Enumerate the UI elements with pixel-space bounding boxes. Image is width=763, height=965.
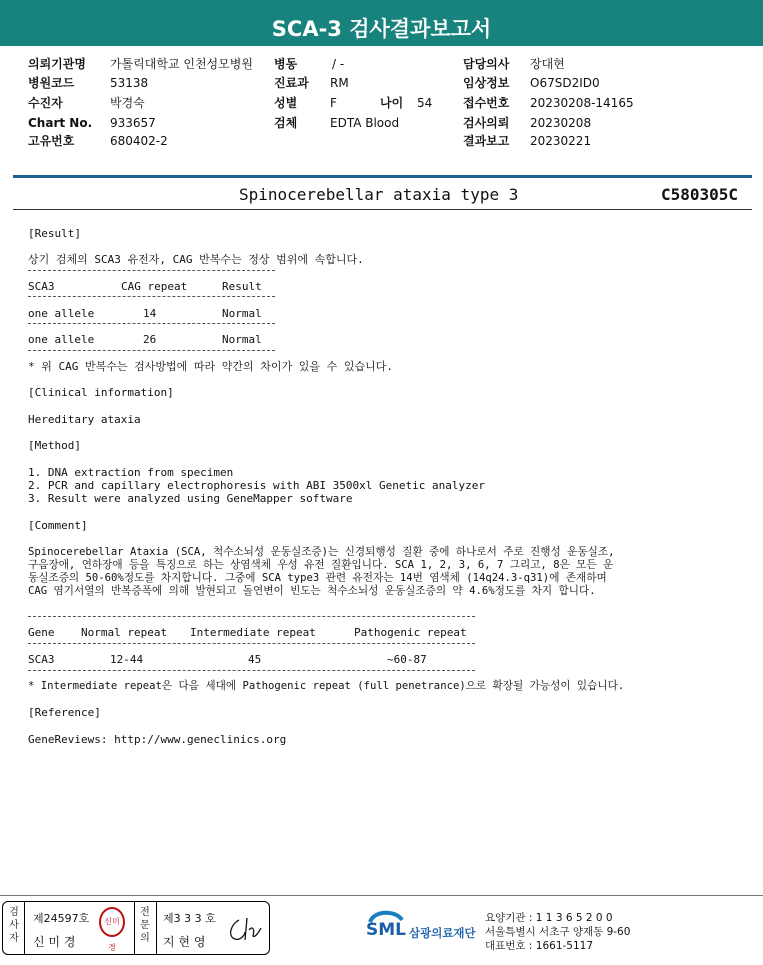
method-step-3: 3. Result were analyzed using GeneMapper software bbox=[28, 492, 353, 505]
label-department: 진료과 bbox=[274, 76, 309, 90]
value-specimen: EDTA Blood bbox=[330, 116, 400, 130]
section-divider bbox=[13, 175, 752, 178]
seal-text: 신미경 bbox=[104, 917, 120, 952]
comment-note: * Intermediate repeat은 다음 세대에 Pathogenic repeat (full penetrance)으로 확장될 가능성이 있습니다. bbox=[28, 680, 625, 692]
result-row-1-result: Normal bbox=[222, 307, 262, 320]
test-name: Spinocerebellar ataxia type 3 bbox=[239, 185, 519, 204]
repeat-col-pathogenic: Pathogenic repeat bbox=[354, 626, 467, 639]
value-test-request-date: 20230208 bbox=[530, 116, 592, 130]
label-hospital-code: 병원코드 bbox=[28, 76, 75, 90]
value-ward: / - bbox=[332, 57, 345, 71]
comment-line-1: Spinocerebellar Ataxia (SCA, 척수소뇌성 운동실조증)는 신경퇴행성 질환 중에 하나로서 주로 진행성 운동실조, bbox=[28, 546, 615, 558]
label-result-report-date: 결과보고 bbox=[463, 134, 510, 148]
result-note: * 위 CAG 반복수는 검사방법에 따라 약간의 차이가 있을 수 있습니다. bbox=[28, 360, 393, 373]
result-summary: 상기 검체의 SCA3 유전자, CAG 반복수는 정상 범위에 속합니다. bbox=[28, 253, 364, 266]
value-department: RM bbox=[330, 76, 349, 90]
reference-heading: [Reference] bbox=[28, 706, 101, 719]
table-rule bbox=[28, 643, 475, 644]
value-sex: F bbox=[330, 96, 337, 110]
table-rule bbox=[28, 350, 275, 351]
clinical-heading: [Clinical information] bbox=[28, 386, 174, 399]
value-age: 54 bbox=[417, 96, 433, 110]
value-clinical-info: O67SD2ID0 bbox=[530, 76, 600, 90]
table-rule bbox=[28, 270, 275, 271]
result-row-2-repeat: 26 bbox=[143, 333, 157, 346]
value-hospital-code: 53138 bbox=[110, 76, 149, 90]
address: 서울특별시 서초구 양재동 9-60 bbox=[485, 926, 631, 938]
label-chart-no: Chart No. bbox=[28, 116, 93, 130]
value-physician: 장대현 bbox=[530, 57, 565, 71]
value-result-report-date: 20230221 bbox=[530, 134, 592, 148]
repeat-row-pathogenic: ~60-87 bbox=[387, 653, 427, 666]
signer2-license: 제3 3 3 호 bbox=[163, 912, 216, 925]
label-requesting-institution: 의뢰기관명 bbox=[28, 57, 86, 71]
signer2-role: 전문의 bbox=[140, 907, 150, 944]
result-col-result: Result bbox=[222, 280, 262, 293]
footer-divider bbox=[0, 895, 763, 896]
repeat-row-gene: SCA3 bbox=[28, 653, 55, 666]
foundation-name: 삼광의료재단 bbox=[409, 926, 476, 940]
value-patient: 박경숙 bbox=[110, 96, 145, 110]
phone-number: 대표번호 : 1661-5117 bbox=[485, 940, 594, 952]
care-institution-number: 요양기관 : 1 1 3 6 5 2 0 0 bbox=[485, 912, 613, 924]
value-requesting-institution: 가톨릭대학교 인천성모병원 bbox=[110, 57, 253, 71]
method-step-1: 1. DNA extraction from specimen bbox=[28, 466, 234, 479]
signer1-license: 제24597호 bbox=[33, 912, 90, 925]
signature-box bbox=[2, 901, 270, 955]
title-underline bbox=[13, 209, 752, 210]
official-seal bbox=[99, 907, 125, 952]
repeat-col-intermediate: Intermediate repeat bbox=[190, 626, 316, 639]
table-rule bbox=[28, 670, 475, 671]
result-col-gene: SCA3 bbox=[28, 280, 55, 293]
method-heading: [Method] bbox=[28, 439, 81, 452]
label-ward: 병동 bbox=[274, 57, 298, 71]
signer2-name: 지 현 영 bbox=[163, 935, 206, 949]
label-unique-number: 고유번호 bbox=[28, 134, 75, 148]
value-chart-no: 933657 bbox=[110, 116, 156, 130]
repeat-row-intermediate: 45 bbox=[248, 653, 262, 666]
result-row-1-repeat: 14 bbox=[143, 307, 157, 320]
cell-divider bbox=[156, 902, 157, 954]
result-row-2-result: Normal bbox=[222, 333, 262, 346]
repeat-row-normal: 12-44 bbox=[110, 653, 144, 666]
cell-divider bbox=[24, 902, 25, 954]
report-title: SCA-3 검사결과보고서 bbox=[0, 0, 763, 46]
label-test-request-date: 검사의뢰 bbox=[463, 116, 510, 130]
value-unique-number: 680402-2 bbox=[110, 134, 168, 148]
label-sex: 성별 bbox=[274, 96, 298, 110]
clinical-text: Hereditary ataxia bbox=[28, 413, 141, 426]
table-rule bbox=[28, 616, 475, 617]
comment-line-3: 동실조증의 50-60%정도를 차지합니다. 그중에 SCA type3 관련 유전자는 14번 염색체 (14q24.3-q31)에 존재하며 bbox=[28, 572, 607, 584]
sml-logo-text: SML bbox=[366, 920, 406, 940]
result-row-1-allele: one allele bbox=[28, 307, 95, 320]
comment-heading: [Comment] bbox=[28, 519, 88, 532]
label-specimen: 검체 bbox=[274, 116, 298, 130]
label-receipt-number: 접수번호 bbox=[463, 96, 510, 110]
label-patient: 수진자 bbox=[28, 96, 63, 110]
repeat-col-normal: Normal repeat bbox=[81, 626, 168, 639]
comment-line-4: CAG 염기서열의 반복증폭에 의해 발현되고 돌연변이 빈도는 척수소뇌성 운동실조증의 약 4.6%정도를 차지 합니다. bbox=[28, 585, 596, 597]
value-receipt-number: 20230208-14165 bbox=[530, 96, 634, 110]
reference-text: GeneReviews: http://www.geneclinics.org bbox=[28, 733, 287, 746]
label-physician: 담당의사 bbox=[463, 57, 510, 71]
comment-line-2: 구음장애, 연하장애 등을 특징으로 하는 상염색체 우성 유전 질환입니다. SCA 1, 2, 3, 6, 7 그리고, 8은 모든 운 bbox=[28, 559, 614, 571]
method-step-2: 2. PCR and capillary electrophoresis with ABI 3500xl Genetic analyzer bbox=[28, 479, 485, 492]
test-code: C580305C bbox=[661, 185, 739, 204]
repeat-col-gene: Gene bbox=[28, 626, 55, 639]
table-rule bbox=[28, 323, 275, 324]
signer1-role: 검사자 bbox=[9, 907, 19, 944]
result-row-2-allele: one allele bbox=[28, 333, 95, 346]
label-age: 나이 bbox=[380, 96, 404, 110]
signature-mark bbox=[225, 912, 265, 946]
result-heading: [Result] bbox=[28, 227, 81, 240]
label-clinical-info: 임상정보 bbox=[463, 76, 510, 90]
table-rule bbox=[28, 296, 275, 297]
result-col-cag-repeat: CAG repeat bbox=[121, 280, 188, 293]
signer1-name: 신 미 경 bbox=[33, 935, 76, 949]
cell-divider bbox=[134, 902, 135, 954]
